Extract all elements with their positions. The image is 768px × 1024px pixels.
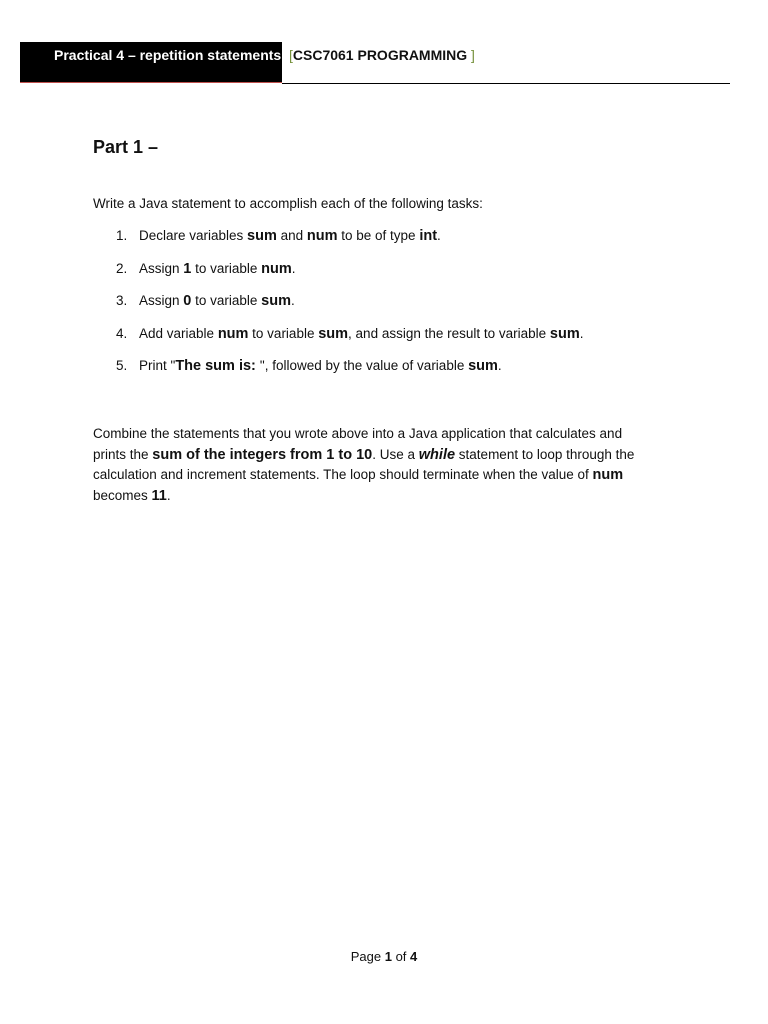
task-text [139,228,441,244]
text-run: . [166,487,171,503]
task-text [139,358,502,374]
footer-text: of [391,949,411,964]
text-run: to variable [191,260,262,276]
text-run: Combine the statements that you wrote above into a Java application that calculates and [93,426,623,441]
text-run: . [290,293,295,308]
task-number: 2. [116,260,128,276]
text-run: , and assign the result to variable [348,325,550,341]
page-number-current: 1 [384,949,392,964]
text-run: becomes [93,487,152,503]
course-bracket-close: ] [467,47,475,63]
keyword: The sum is: [175,358,260,374]
text-run: ", followed by the value of variable [259,358,469,373]
keyword: sum [261,293,291,309]
keyword: 11 [151,487,167,504]
course-name: CSC7061 PROGRAMMING [292,47,468,63]
keyword: num [306,228,338,244]
keyword: sum [247,228,277,244]
keyword: sum [318,325,349,342]
task-item-2 [93,261,693,294]
text-run: Add variable [139,325,218,341]
keyword-italic: while [418,446,456,463]
paragraph-line [93,424,668,445]
task-item-3 [93,293,693,326]
header-course [289,47,475,63]
task-number: 1. [116,228,128,243]
text-run: . [497,358,502,373]
text-run: and [276,228,307,243]
task-text [139,261,296,277]
keyword: sum of the integers from 1 to 10 [152,446,373,463]
task-number: 3. [116,293,128,308]
combine-paragraph [93,424,668,506]
text-run: Assign [139,293,184,308]
task-item-4 [93,326,693,359]
task-item-5 [93,358,693,391]
course-bracket-open: [ [289,47,293,63]
header-rule [282,83,730,84]
keyword: num [592,467,624,483]
footer-text: Page [350,949,385,964]
text-run: Declare variables [139,228,248,243]
text-run: . [291,260,296,276]
text-run: to variable [248,325,319,341]
keyword: int [419,228,438,244]
text-run: Assign [139,260,184,276]
task-text [139,293,295,309]
intro-text: Write a Java statement to accomplish each of the following tasks: [93,196,483,211]
keyword: num [217,325,249,342]
text-run: statement to loop through the [455,446,635,462]
paragraph-line [93,445,668,466]
task-number: 5. [116,358,128,373]
task-number: 4. [116,325,128,341]
text-run: . Use a [372,446,419,462]
text-run: . [579,325,584,341]
page-number-total: 4 [410,949,418,964]
keyword: sum [468,358,498,374]
text-run: . [437,228,441,243]
paragraph-line [93,486,668,507]
part-heading: Part 1 – [93,137,159,157]
text-run: prints the [93,446,153,462]
task-text [139,326,584,342]
keyword: 0 [183,293,192,309]
text-run: calculation and increment statements. The loop should terminate when the value of [93,467,593,482]
header-title: Practical 4 – repetition statements [54,47,282,63]
keyword: sum [549,325,580,342]
text-run: to be of type [337,228,420,243]
paragraph-line [93,465,668,486]
task-item-1 [93,228,693,261]
text-run: to variable [191,293,262,308]
keyword: num [261,260,292,277]
page-footer [0,949,768,964]
text-run: Print " [139,358,176,373]
task-list [93,228,693,391]
keyword: 1 [183,260,192,277]
